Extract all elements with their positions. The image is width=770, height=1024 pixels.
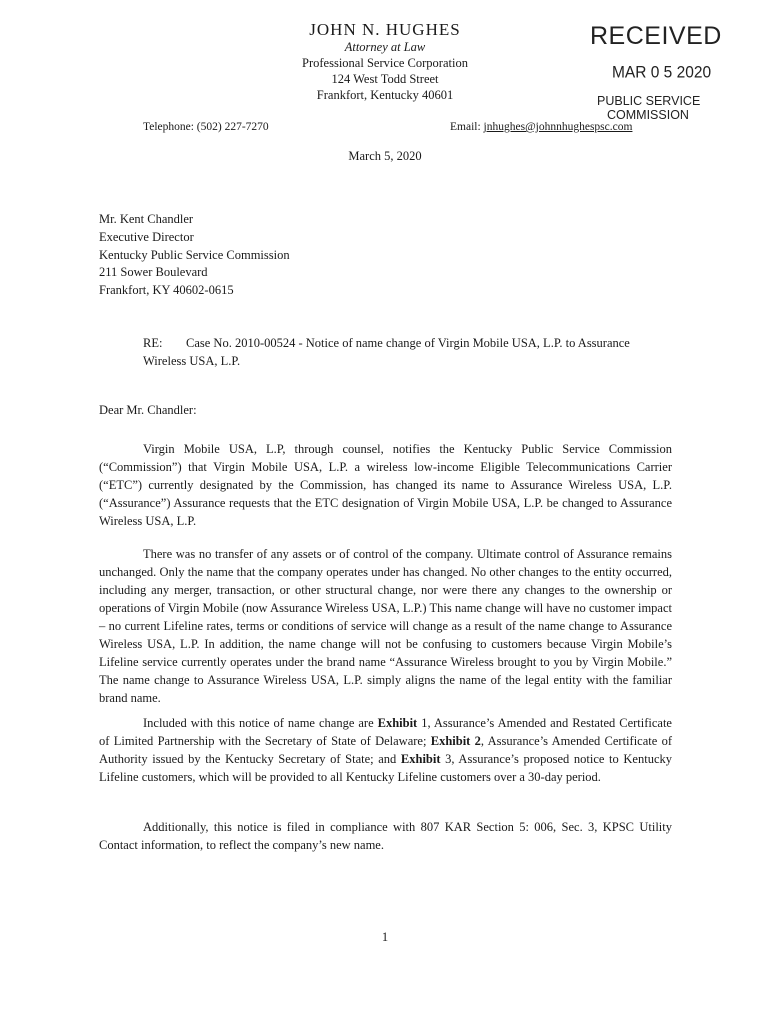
recipient-street: 211 Sower Boulevard xyxy=(99,265,208,279)
salutation: Dear Mr. Chandler: xyxy=(99,403,197,417)
recipient-org: Kentucky Public Service Commission xyxy=(99,248,290,262)
recipient-title: Executive Director xyxy=(99,230,194,244)
received-stamp-date: MAR 0 5 2020 xyxy=(612,63,712,82)
paragraph-3-text-b: 1, Assurance’s Amended and Restated Certificate of Limited Partnership with the Secretary of State of Delaware; xyxy=(99,716,672,748)
recipient-city: Frankfort, KY 40602-0615 xyxy=(99,283,234,297)
paragraph-3-text-a: Included with this notice of name change are xyxy=(143,716,378,730)
paragraph-4 xyxy=(99,818,672,854)
email-link[interactable]: jnhughes@johnnhughespsc.com xyxy=(483,121,633,133)
paragraph-3-text-c: , Assurance’s Amended Certificate of Authority issued by the Kentucky Secretary of State; and xyxy=(99,734,672,766)
exhibit-2-label: Exhibit 2 xyxy=(430,734,481,748)
paragraph-3 xyxy=(99,714,672,786)
email-label: Email: xyxy=(450,121,484,133)
paragraph-2 xyxy=(99,545,672,707)
telephone: Telephone: (502) 227-7270 xyxy=(143,121,269,133)
recipient-name: Mr. Kent Chandler xyxy=(99,212,194,226)
letterhead-title: Attorney at Law xyxy=(344,40,426,54)
re-line-2: Wireless USA, L.P. xyxy=(143,354,241,368)
letterhead-city: Frankfort, Kentucky 40601 xyxy=(316,88,454,102)
exhibit-3-label: Exhibit xyxy=(400,752,441,766)
paragraph-2-text: There was no transfer of any assets or of control of the company. Ultimate control of Assurance remains unchanged. Only the name that the company operates under has changed. No other changes to the entity occurred, including any merger, transaction, or other structural change, nor were there any changes to the ownership or operations of Virgin Mobile (now Assurance Wireless USA, L.P.) This name change will have no customer impact – no current Lifeline rates, terms or conditions of service will change as a result of the name change to Assurance Wireless USA, L.P. In addition, the name change will not be confusing to customers because Virgin Mobile’s Lifeline service currently operates under the brand name “Assurance Wireless brought to you by Virgin Mobile.” The name change to Assurance Wireless USA, L.P. simply aligns the name of the legal entity with the familiar brand name. xyxy=(99,547,672,705)
paragraph-1 xyxy=(99,440,672,530)
email-line xyxy=(450,121,632,133)
received-stamp: RECEIVED xyxy=(590,22,722,50)
letterhead-name: JOHN N. HUGHES xyxy=(309,20,461,39)
re-label: RE: xyxy=(143,336,163,350)
letterhead-corporation: Professional Service Corporation xyxy=(302,56,468,70)
re-line-1: Case No. 2010-00524 - Notice of name change of Virgin Mobile USA, L.P. to Assurance xyxy=(186,336,630,350)
letter-date: March 5, 2020 xyxy=(348,149,422,163)
letterhead-street: 124 West Todd Street xyxy=(331,72,439,86)
paragraph-4-text: Additionally, this notice is filed in compliance with 807 KAR Section 5: 006, Sec. 3, KPSC Utility Contact information, to reflect the company’s new name. xyxy=(99,820,672,852)
exhibit-1-label: Exhibit xyxy=(377,716,418,730)
paragraph-1-text: Virgin Mobile USA, L.P, through counsel, notifies the Kentucky Public Service Commission (“Commission”) that Virgin Mobile USA, L.P. a wireless low-income Eligible Telecommunications Carrier (“ETC”) currently designated by the Commission, has changed its name to Assurance Wireless USA, L.P. (“Assurance”) Assurance requests that the ETC designation of Virgin Mobile USA, L.P. be changed to Assurance Wireless USA, L.P. xyxy=(99,442,672,528)
received-stamp-line2: COMMISSION xyxy=(607,108,689,122)
paragraph-3-text-d: 3, Assurance’s proposed notice to Kentucky Lifeline customers, which will be provided to all Kentucky Lifeline customers over a 30-day period. xyxy=(99,752,672,784)
received-stamp-line1: PUBLIC SERVICE xyxy=(597,94,701,108)
page-number: 1 xyxy=(381,930,389,944)
